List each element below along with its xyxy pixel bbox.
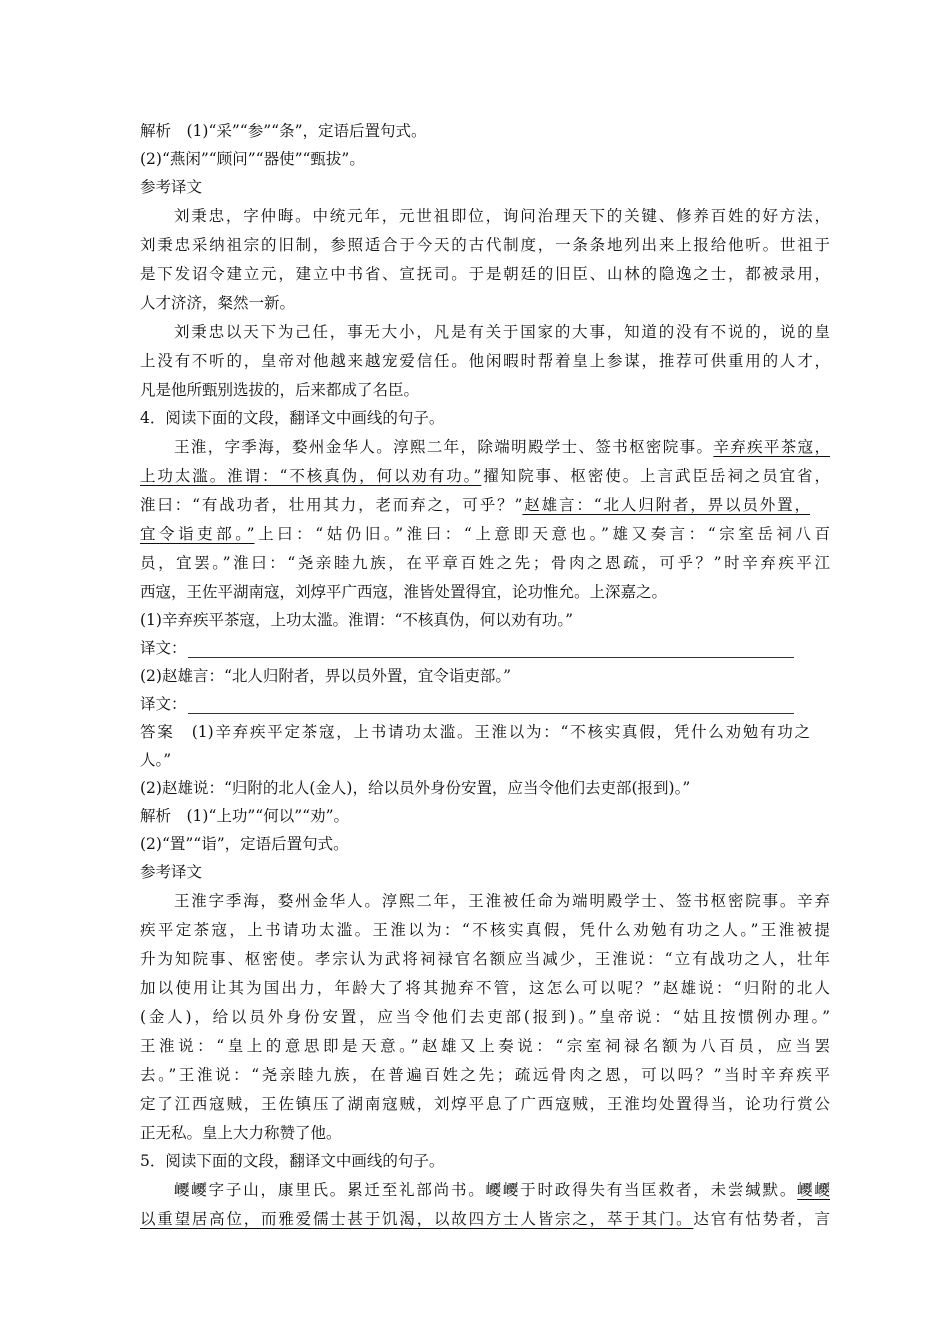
passage-line: 宜令诣吏部。”上曰：“姑仍旧。”淮曰：“上意即天意也。”雄又奏言：“宗室岳祠八百 [140, 525, 830, 543]
sub-question-1: (1)辛弃疾平茶寇，上功太滥。淮谓：“不核真伪，何以劝有功。” [140, 611, 574, 629]
question-4-title: 4．阅读下面的文段，翻译文中画线的句子。 [140, 409, 445, 427]
underlined-sentence: 宜令诣吏部。” [140, 525, 255, 543]
analysis-line: (2)“置”“诣”，定语后置句式。 [140, 835, 349, 853]
paragraph-line: 去。”王淮说：“尧亲睦九族，在普遍百姓之先；疏远骨肉之恩，可以吗？”当时辛弃疾平 [140, 1066, 830, 1084]
translation-label: 译文： [140, 639, 187, 657]
paragraph-line: 刘秉忠采纳祖宗的旧制，参照适合于今天的古代制度，一条条地列出来上报给他听。世祖于 [140, 236, 830, 254]
passage-line: 上功太滥。淮谓：“不核真伪，何以劝有功。”擢知院事、枢密使。上言武臣岳祠之员宜省， [140, 467, 830, 485]
paragraph-line: 定了江西寇贼，王佐镇压了湖南寇贼，刘焞平息了广西寇贼，王淮均处置得当，论功行赏公 [140, 1095, 830, 1113]
underlined-sentence: 上功太滥。淮谓：“不核真伪，何以劝有功。” [140, 467, 482, 485]
passage-line: 员，宜罢。”淮曰：“尧亲睦九族，在平章百姓之先；骨肉之恩疏，可乎？”时辛弃疾平江 [140, 554, 830, 572]
passage-line: 淮曰：“有战功者，壮用其力，老而弃之，可乎？”赵雄言：“北人归附者，畀以员外置， [140, 496, 810, 514]
sub-question-2: (2)赵雄言：“北人归附者，畀以员外置，宜令诣吏部。” [140, 667, 512, 685]
paragraph-line: 正无私。皇上大力称赞了他。 [140, 1124, 342, 1142]
reference-translation-heading: 参考译文 [140, 178, 203, 196]
paragraph-line: (金人)，给以员外身份安置，应当令他们去吏部(报到)。”皇帝说：“姑且按惯例办理。” [140, 1008, 830, 1026]
question-5-title: 5．阅读下面的文段，翻译文中画线的句子。 [140, 1152, 445, 1170]
passage-line: 王淮，字季海，婺州金华人。淳熙二年，除端明殿学士、签书枢密院事。辛弃疾平茶寇， [174, 438, 830, 456]
underlined-sentence: 辛弃疾平茶寇， [713, 438, 830, 456]
answer-blank-line[interactable] [188, 713, 794, 714]
underlined-sentence: 以重望居高位，而雅爱儒士甚于饥渴，以故四方士人皆宗之，萃于其门。 [140, 1210, 694, 1228]
paragraph-line: 升为知院事、枢密使。孝宗认为武将祠禄官名额应当减少，王淮说：“立有战功之人，壮年 [140, 950, 830, 968]
answer-line: 答案 (1)辛弃疾平定茶寇，上书请功太滥。王淮以为：“不核实真假，凭什么劝勉有功之 [140, 723, 810, 741]
answer-blank-line[interactable] [188, 657, 794, 658]
paragraph-line: 人才济济，粲然一新。 [140, 294, 296, 312]
passage-line: 以重望居高位，而雅爱儒士甚于饥渴，以故四方士人皆宗之，萃于其门。达官有怙势者，言 [140, 1210, 830, 1228]
paragraph-line: 是下发诏令建立元，建立中书省、宣抚司。于是朝廷的旧臣、山林的隐逸之士，都被录用， [140, 265, 830, 283]
underlined-sentence: 巎巎 [797, 1181, 830, 1199]
paragraph-line: 刘秉忠，字仲晦。中统元年，元世祖即位，询问治理天下的关键、修养百姓的好方法， [174, 207, 830, 225]
paragraph-line: 刘秉忠以天下为己任，事无大小，凡是有关于国家的大事，知道的没有不说的，说的皇 [174, 323, 830, 341]
analysis-line: 解析 (1)“采”“参”“条”，定语后置句式。 [140, 122, 427, 140]
paragraph-line: 王淮说：“皇上的意思即是天意。”赵雄又上奏说：“宗室祠禄名额为八百员，应当罢 [140, 1037, 830, 1055]
passage-line: 西寇，王佐平湖南寇，刘焞平广西寇，淮皆处置得宜，论功惟允。上深嘉之。 [140, 583, 668, 601]
analysis-line: 解析 (1)“上功”“何以”“劝”。 [140, 807, 350, 825]
answer-line: 人。” [140, 751, 172, 769]
analysis-line: (2)“燕闲”“顾问”“器使”“甄拔”。 [140, 150, 365, 168]
underlined-sentence: 赵雄言：“北人归附者，畀以员外置， [522, 496, 810, 514]
paragraph-line: 王淮字季海，婺州金华人。淳熙二年，王淮被任命为端明殿学士、签书枢密院事。辛弃 [174, 892, 830, 910]
passage-line: 巎巎字子山，康里氏。累迁至礼部尚书。巎巎于时政得失有当匡救者，未尝缄默。巎巎 [174, 1181, 830, 1199]
reference-translation-heading: 参考译文 [140, 863, 203, 881]
paragraph-line: 凡是他所甄别选拔的，后来都成了名臣。 [140, 381, 420, 399]
paragraph-line: 加以使用让其为国出力，年龄大了将其抛弃不管，这怎么可以呢？”赵雄说：“归附的北人 [140, 979, 830, 997]
translation-label: 译文： [140, 695, 187, 713]
answer-line: (2)赵雄说：“归附的北人(金人)，给以员外身份安置，应当令他们去吏部(报到)。” [140, 779, 691, 797]
paragraph-line: 疾平定茶寇，上书请功太滥。王淮以为：“不核实真假，凭什么劝勉有功之人。”王淮被提 [140, 921, 830, 939]
paragraph-line: 上没有不听的，皇帝对他越来越宠爱信任。他闲暇时帮着皇上参谋，推荐可供重用的人才， [140, 352, 830, 370]
